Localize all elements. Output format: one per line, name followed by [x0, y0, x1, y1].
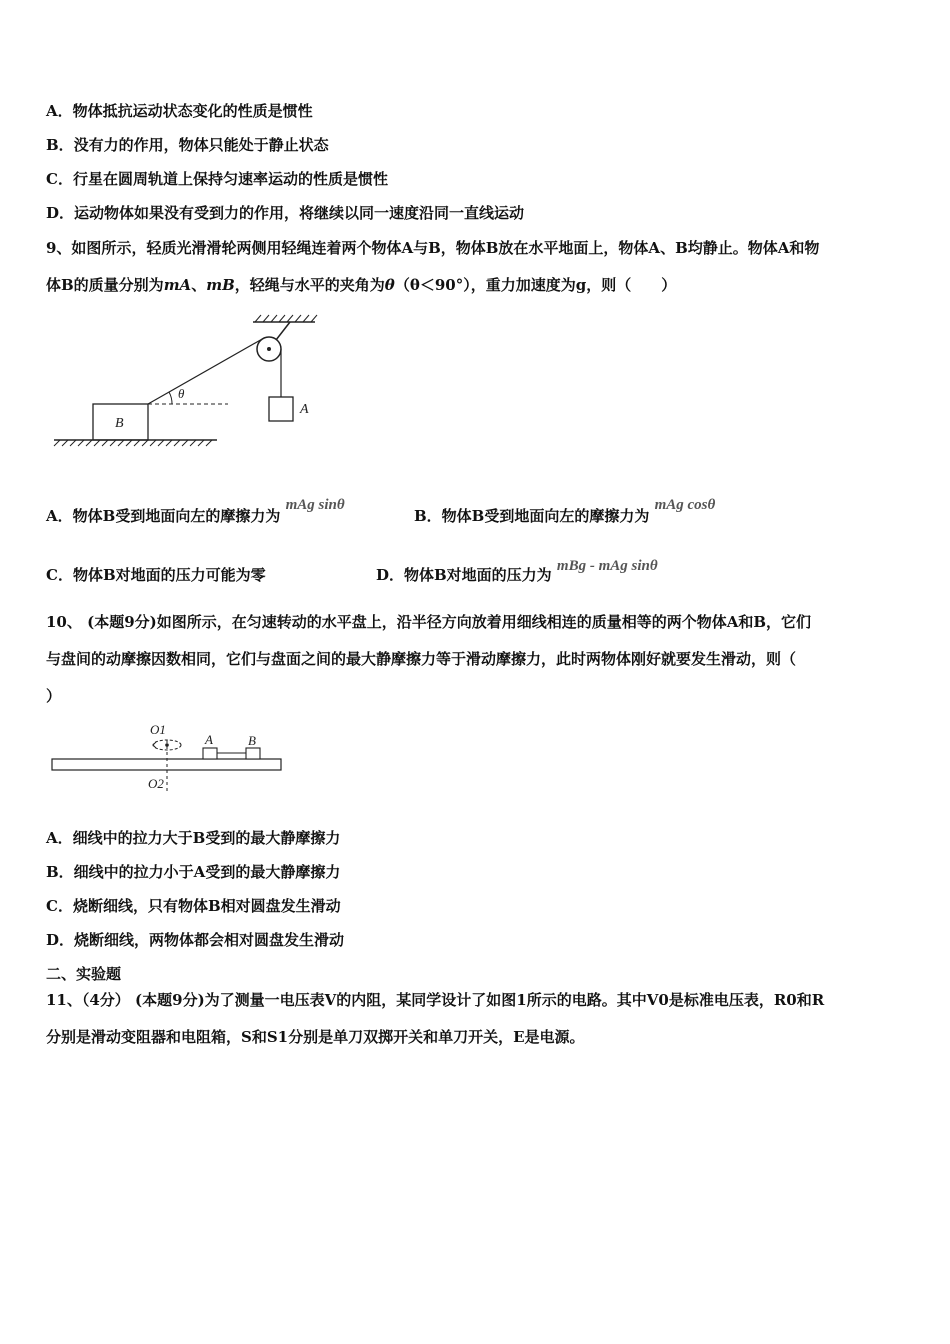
- q10-rotation-arrow: [153, 742, 156, 748]
- q9-stem-mid: ，轻绳与水平的夹角为: [234, 276, 385, 294]
- q11-stem-line1: 11、（4分） (本题9分)为了测量一电压表V的内阻，某同学设计了如图1所示的电路。其中V0是标准电压表，R0和R: [46, 991, 825, 1009]
- q10-block-b: [246, 748, 260, 759]
- q9-pulley-axle: [267, 347, 271, 351]
- q9-ground-hatch: [54, 440, 212, 446]
- q9-stem-line2: [46, 275, 676, 295]
- q9-option-b: [414, 497, 716, 527]
- q9-stem-cond: （θ＜90°）: [394, 276, 471, 294]
- q9-label-b: B: [115, 416, 124, 431]
- q10-option-d: D．烧断细线，两物体都会相对圆盘发生滑动: [46, 931, 345, 949]
- q9-block-a: [269, 397, 293, 421]
- q9-figure: [50, 312, 340, 457]
- q9-option-a-text: A．物体B受到地面向左的摩擦力为: [46, 507, 281, 525]
- q9-stem-end: ，重力加速度为g，则（ ）: [470, 276, 677, 294]
- q10-stem-line3: ）: [46, 687, 62, 705]
- q9-stem-sep: 、: [191, 276, 207, 294]
- q9-option-b-text: B．物体B受到地面向左的摩擦力为: [414, 507, 650, 525]
- q10-stem-line1: 10、 (本题9分)如图所示，在匀速转动的水平盘上，沿半径方向放着用细线相连的质量相等的两个物体A和B，它们: [46, 613, 812, 631]
- q10-block-a: [203, 748, 217, 759]
- q9-rope-b: [148, 338, 264, 404]
- q9-option-d: [376, 558, 658, 586]
- q10-label-o2: O2: [148, 776, 164, 791]
- q9-label-theta: θ: [178, 386, 185, 401]
- q8-option-a: A．物体抵抗运动状态变化的性质是惯性: [46, 102, 313, 120]
- q10-figure: [50, 718, 290, 796]
- q10-label-b: B: [248, 733, 256, 748]
- q9-stem-start: 体B的质量分别为: [46, 276, 164, 294]
- q9-stem-theta: θ: [384, 276, 395, 294]
- q9-label-a: A: [300, 402, 309, 417]
- q11-stem-line2: 分别是滑动变阻器和电阻箱，S和S1分别是单刀双掷开关和单刀开关，E是电源。: [46, 1028, 585, 1046]
- q9-stem-line1: 9、如图所示，轻质光滑滑轮两侧用轻绳连着两个物体A与B，物体B放在水平地面上，物体A、B均静止。物体A和物: [46, 239, 820, 257]
- q10-option-c: C．烧断细线，只有物体B相对圆盘发生滑动: [46, 897, 341, 915]
- q9-option-b-formula: mAg cosθ: [654, 497, 716, 513]
- q8-option-d: D．运动物体如果没有受到力的作用，将继续以同一速度沿同一直线运动: [46, 204, 525, 222]
- q9-stem-mA: mA: [163, 276, 192, 294]
- q10-option-b: B．细线中的拉力小于A受到的最大静摩擦力: [46, 863, 341, 881]
- q10-label-o1: O1: [150, 722, 166, 737]
- q9-stem-mB: mB: [206, 276, 235, 294]
- q9-option-c: C．物体B对地面的压力可能为零: [46, 566, 266, 584]
- q10-option-a: A．细线中的拉力大于B受到的最大静摩擦力: [46, 829, 341, 847]
- q9-option-a-formula: mAg sinθ: [285, 497, 345, 513]
- q8-option-c: C．行星在圆周轨道上保持匀速率运动的性质是惯性: [46, 170, 388, 188]
- section-title-experiment: 二、实验题: [46, 965, 122, 983]
- q9-option-d-formula: mBg - mAg sinθ: [556, 558, 658, 574]
- q9-ceiling-hatch: [255, 315, 317, 322]
- q9-option-a: [46, 497, 345, 527]
- q10-stem-line2: 与盘间的动摩擦因数相同，它们与盘面之间的最大静摩擦力等于滑动摩擦力，此时两物体刚好就要发生滑动，则（: [46, 650, 797, 668]
- q8-option-b: B．没有力的作用，物体只能处于静止状态: [46, 136, 329, 154]
- q10-label-a: A: [205, 732, 213, 747]
- q9-option-d-text: D．物体B对地面的压力为: [376, 566, 552, 584]
- q10-axis-dot: [165, 743, 169, 747]
- q9-angle-arc: [169, 392, 172, 404]
